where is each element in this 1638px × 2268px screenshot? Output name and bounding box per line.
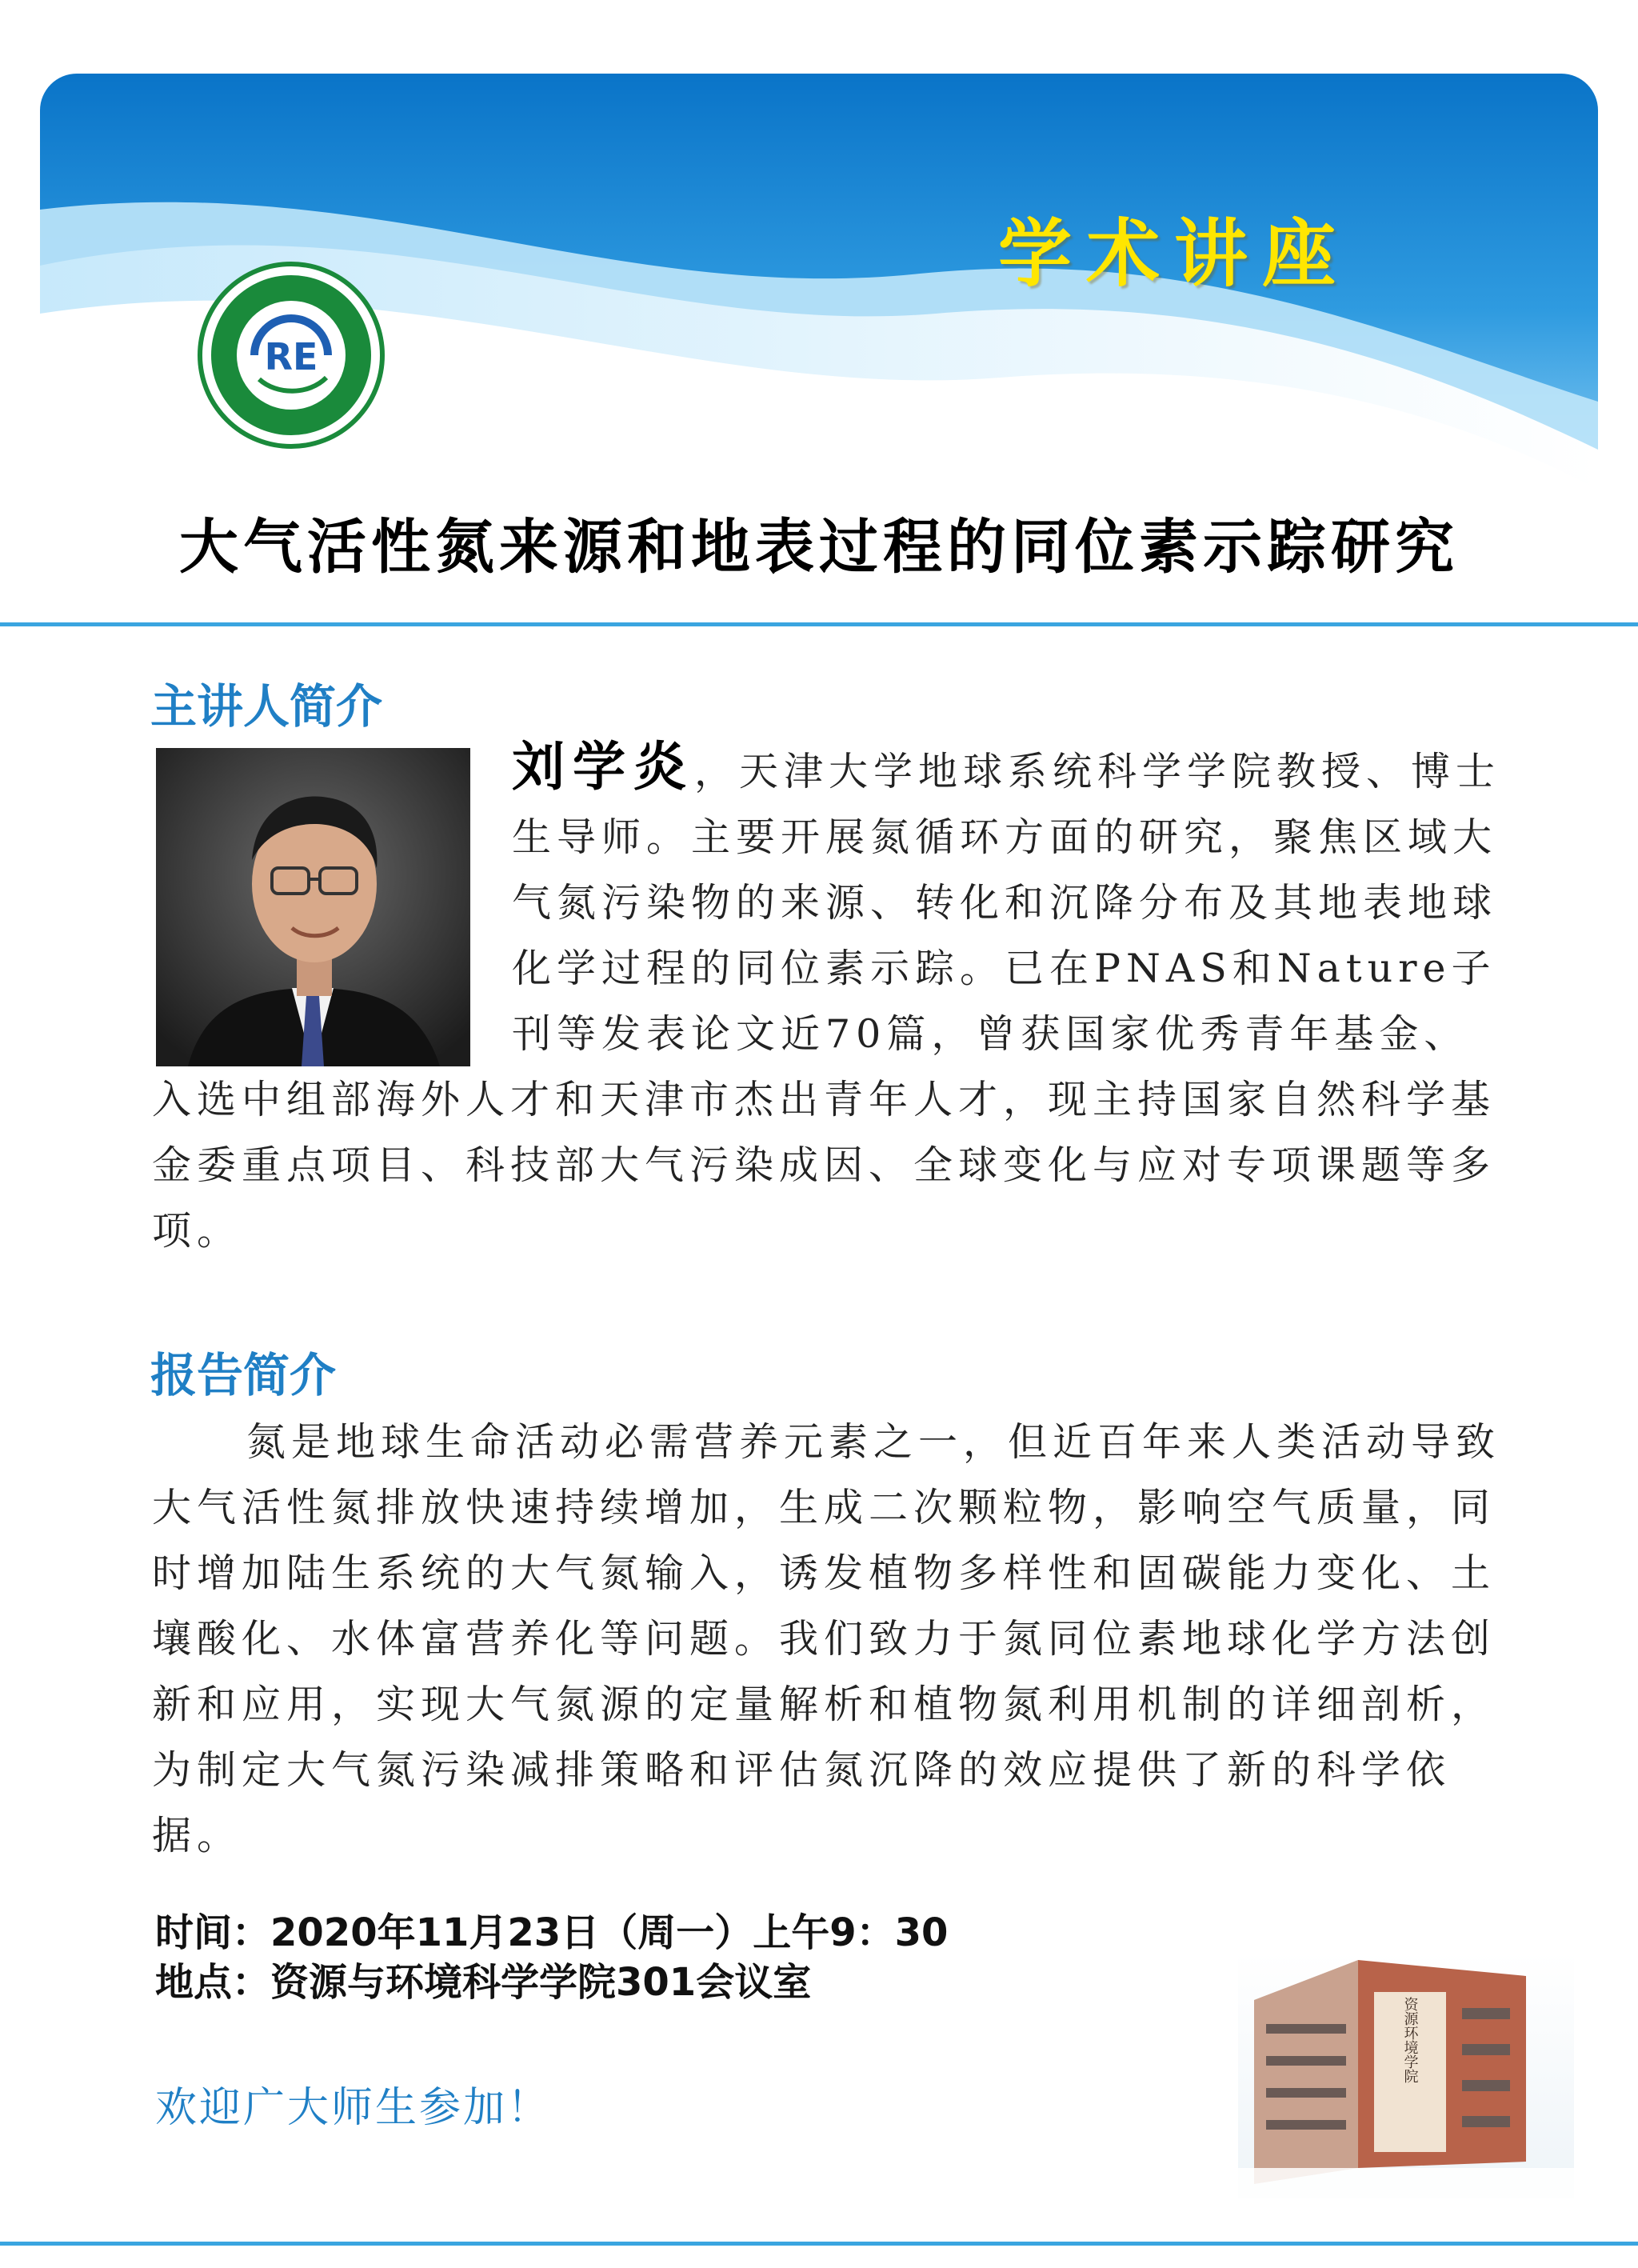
top-divider [0,622,1638,626]
speaker-bio [152,734,1512,1264]
logo-monogram: RE [264,335,318,378]
speaker-bio-text: ，天津大学地球系统科学学院教授、博士生导师。主要开展氮循环方面的研究，聚焦区域大气氮污染物的来源、转化和沉降分布及其地表地球化学过程的同位素示踪。已在PNAS和Nature子刊等发表论文近70篇，曾获国家优秀青年基金、入选中组部海外人才和天津市杰出青年人才，现主持国家自然科学基金委重点项目、科技部大气污染成因、全球变化与应对专项课题等多项。 [152,749,1501,1254]
bottom-divider [0,2242,1638,2246]
event-location: 地点：资源与环境科学学院301会议室 [155,1960,812,2005]
building-image [1238,1952,1574,2198]
school-logo [197,261,386,450]
event-time: 时间：2020年11月23日（周一）上午9：30 [155,1910,949,1955]
report-heading: 报告简介 [150,1348,337,1402]
report-abstract: 氮是地球生命活动必需营养元素之一，但近百年来人类活动导致大气活性氮排放快速持续增加，生成二次颗粒物，影响空气质量，同时增加陆生系统的大气氮输入，诱发植物多样性和固碳能力变化、土壤酸化、水体富营养化等问题。我们致力于氮同位素地球化学方法创新和应用，实现大气氮源的定量解析和植物氮利用机制的详细剖析，为制定大气氮污染减排策略和评估氮沉降的效应提供了新的科学依据。 [152,1419,1501,1858]
speaker-heading: 主讲人简介 [150,679,383,734]
welcome-message: 欢迎广大师生参加！ [155,2084,552,2132]
event-details [155,1908,948,2007]
banner-title: 学术讲座 [997,211,1350,297]
building-sign: 资源环境学院 [1401,1997,1419,2083]
speaker-name: 刘学炎 [512,736,694,798]
lecture-title: 大气活性氮来源和地表过程的同位素示踪研究 [179,513,1459,582]
